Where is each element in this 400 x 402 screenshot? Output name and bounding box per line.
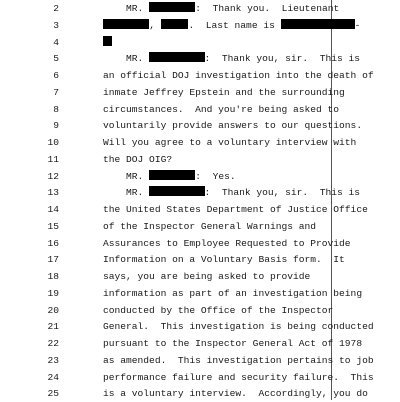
text-segment: MR. [103,53,150,65]
line-text [103,303,333,319]
text-segment: the DOJ OIG? [103,153,173,165]
line-text [103,135,356,151]
text-segment: inmate Jeffrey Epstein and the surrounding [103,86,345,98]
line-number: 2 [53,3,59,14]
line-text [103,219,316,235]
line-text [103,336,362,352]
redaction-bar [149,2,195,12]
transcript-line [0,370,374,386]
transcript-line [0,169,330,185]
line-text [103,169,236,185]
transcript-line [0,102,340,118]
line-text [103,35,112,51]
text-segment: : Yes. [195,170,236,182]
text-segment: : Thank you, sir. This is [204,187,360,199]
text-segment: - [354,19,361,31]
line-number: 11 [47,153,59,165]
transcript-line [0,219,330,235]
line-number: 23 [47,354,59,366]
text-segment: the United States Department of Justice Office [103,204,368,215]
text-segment: an official DOJ investigation into the death of [103,70,374,81]
line-number: 6 [53,70,59,81]
transcript-line [0,202,368,218]
transcript-line [0,51,360,67]
line-text [103,202,368,218]
redaction-bar [149,52,204,62]
redaction-bar [149,170,195,180]
transcript-line [0,319,374,335]
text-segment: is a voluntary interview. Accordingly, you do [103,388,368,400]
text-segment: MR. [103,170,150,182]
line-number: 9 [53,120,59,132]
line-text [103,51,360,67]
line-number: 5 [53,53,59,65]
line-text [103,68,374,84]
redaction-bar [161,19,189,29]
transcript-line [0,118,363,134]
transcript-line [0,135,357,151]
transcript-line [0,303,334,319]
line-number: 14 [47,204,59,215]
line-text [103,353,374,369]
text-segment: Information on a Voluntary Basis form. It [103,254,345,266]
line-text [103,236,351,252]
text-segment: Assurances to Employee Requested to Provide [103,237,351,249]
transcript-line [0,68,374,84]
text-segment: pursuant to the Inspector General Act of 1978 [103,338,363,349]
text-segment: says, you are being asked to provide [103,271,311,282]
redaction-bar [103,36,112,46]
text-segment: , [149,19,161,31]
redaction-bar [281,19,355,29]
line-text [103,1,339,17]
transcript-line [0,336,363,352]
line-text [103,102,339,118]
text-segment: Will you agree to a voluntary interview with [103,137,357,148]
transcript-line [0,252,345,268]
transcript-line [0,1,340,17]
text-segment: General. This investigation is being conducted [103,321,374,333]
line-number: 13 [47,187,59,199]
text-segment: as amended. This investigation pertains to job [103,354,374,366]
transcript-line [0,85,345,101]
text-segment: conducted by the Office of the Inspector [103,304,334,316]
redaction-bar [149,186,204,196]
text-segment: of the Inspector General Warnings and [103,220,317,232]
transcript-line [0,185,360,201]
text-segment: . Last name is [188,19,281,31]
line-number: 21 [47,321,59,333]
line-number: 15 [47,220,59,232]
line-number: 12 [47,170,59,182]
line-number: 7 [53,86,59,98]
line-text [103,118,362,134]
transcript-line [0,269,330,285]
line-number: 17 [47,254,59,266]
line-text [103,370,374,386]
transcript-line [0,18,361,34]
line-number: 24 [47,371,59,383]
text-segment: information as part of an investigation being [103,287,363,299]
line-number: 22 [47,338,59,349]
text-segment: MR. [103,3,150,14]
text-segment: : Thank you, sir. This is [204,53,360,65]
line-number: 10 [47,137,59,148]
text-segment: voluntarily provide answers to our questions. [103,120,363,132]
line-number: 20 [47,304,59,316]
text-segment: circumstances. And you're being asked to [103,103,340,115]
line-number: 25 [47,388,59,400]
line-number: 16 [47,237,59,249]
transcript-line [0,286,363,302]
transcript-line [0,236,351,252]
line-number: 18 [47,271,59,282]
redaction-bar [103,19,149,29]
line-text [103,152,172,168]
line-number: 4 [53,36,59,48]
line-text [103,18,360,34]
transcript-line [0,353,374,369]
line-text [103,319,374,335]
line-text [103,286,362,302]
line-number: 19 [47,287,59,299]
line-number: 3 [53,19,59,31]
line-text [103,252,345,268]
text-segment: performance failure and security failure. This [103,371,374,383]
text-segment: : Thank you. Lieutenant [195,3,340,14]
text-segment: MR. [103,187,150,199]
line-text [103,269,310,285]
line-text [103,185,360,201]
transcript-line [0,152,330,168]
line-text [103,85,345,101]
line-number: 8 [53,103,59,115]
transcript-line [0,35,330,51]
